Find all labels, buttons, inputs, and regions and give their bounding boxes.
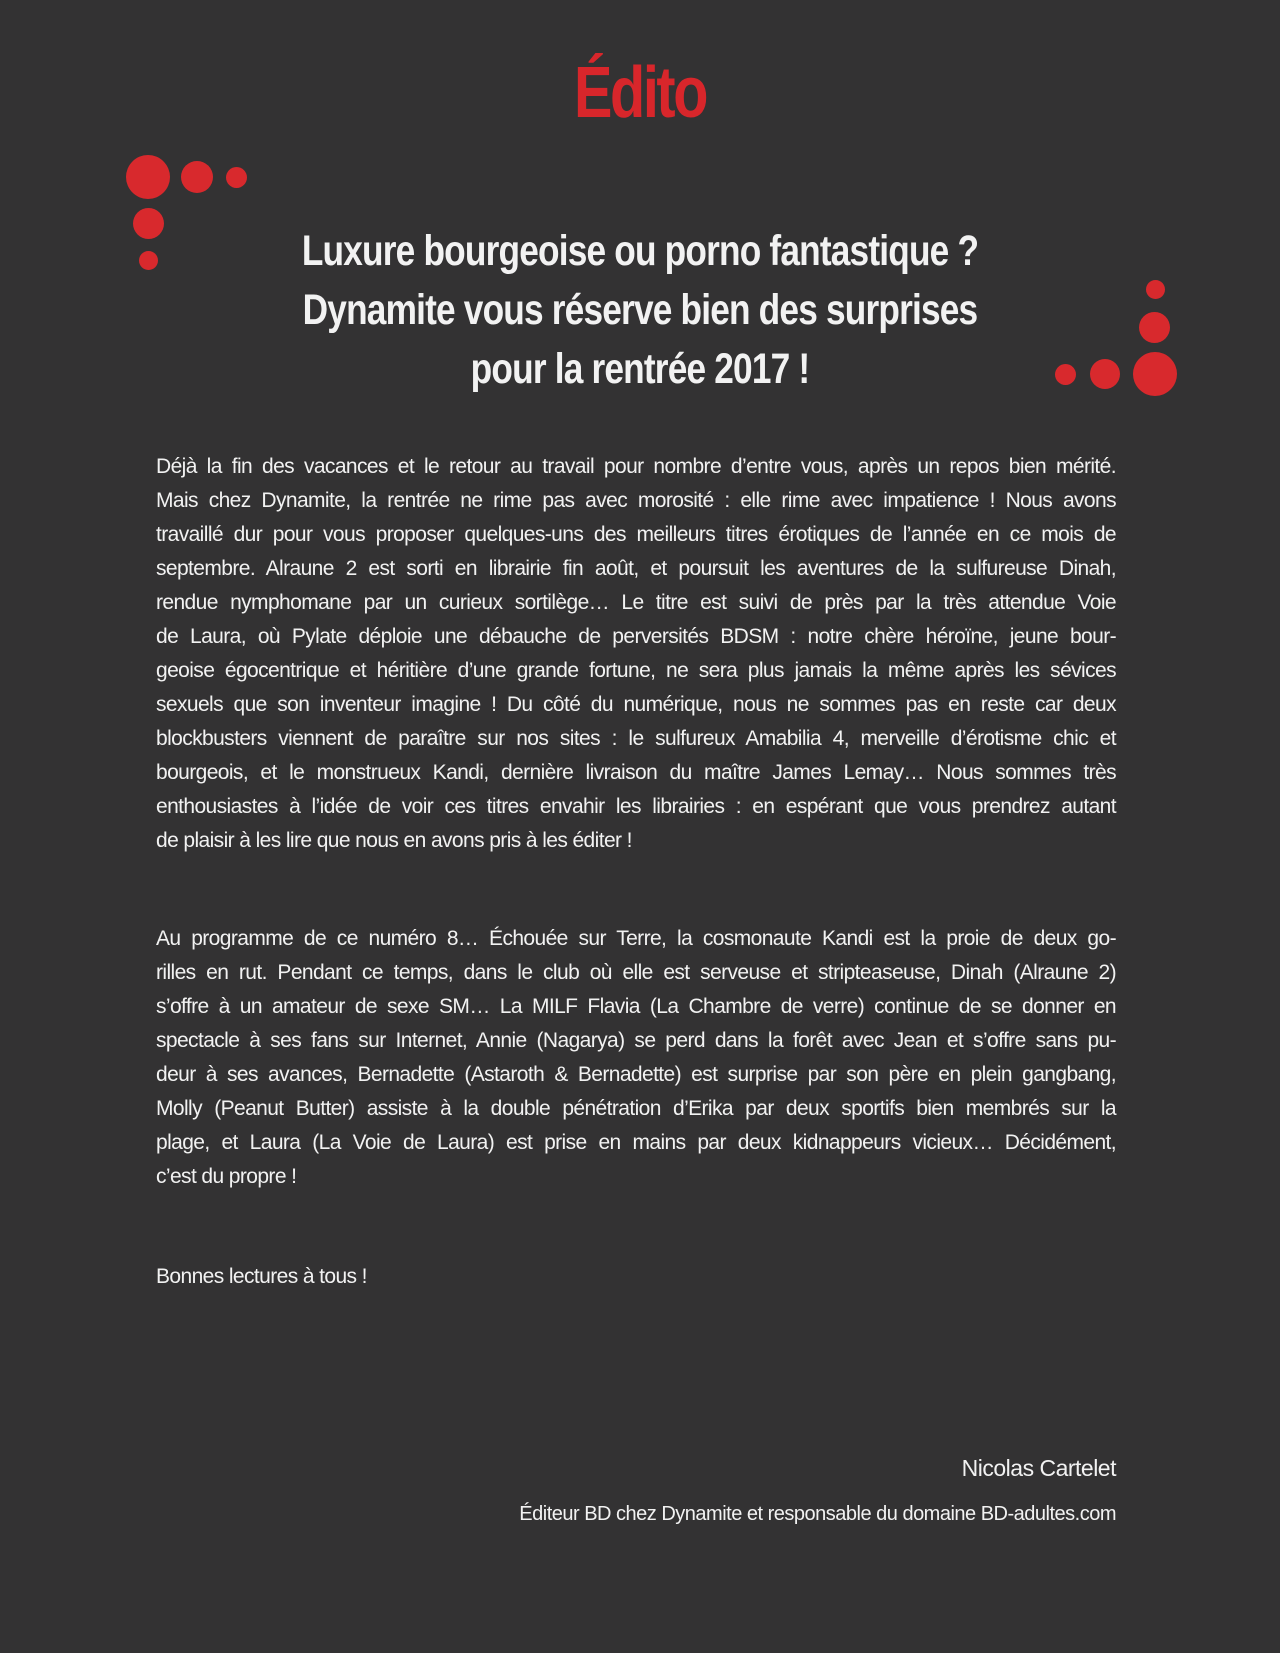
text-line: c’est du propre !	[156, 1165, 297, 1188]
text-line: Déjà la fin des vacances et le retour au travail pour nombre d’entre vous, après un repos bien mérité.	[156, 455, 1116, 478]
text-line: travaillé dur pour vous proposer quelques-uns des meilleurs titres érotiques de l’année en ce mois de	[156, 523, 1116, 546]
text-line: Bonnes lectures à tous !	[156, 1265, 367, 1288]
text-line: de Laura, où Pylate déploie une débauche de perversités BDSM : notre chère héroïne, jeune bour-	[156, 625, 1116, 648]
signature-role: Éditeur BD chez Dynamite et responsable du domaine BD-adultes.com	[519, 1503, 1116, 1525]
paragraph-closing	[156, 1260, 1116, 1294]
text-line: bourgeois, et le monstrueux Kandi, dernière livraison du maître James Lemay… Nous sommes très	[156, 761, 1116, 784]
headline-line: Dynamite vous réserve bien des surprises	[302, 286, 978, 334]
text-line: s’offre à un amateur de sexe SM… La MILF Flavia (La Chambre de verre) continue de se donner en	[156, 995, 1116, 1018]
text-line: geoise égocentrique et héritière d’une grande fortune, ne sera plus jamais la même après les sévices	[156, 659, 1116, 682]
text-line: enthousiastes à l’idée de voir ces titres envahir les librairies : en espérant que vous prendrez autant	[156, 795, 1116, 818]
headline-line: Luxure bourgeoise ou porno fantastique ?	[301, 227, 979, 275]
text-line: rilles en rut. Pendant ce temps, dans le club où elle est serveuse et stripteaseuse, Dinah (Alraune 2)	[156, 961, 1116, 984]
paragraph-intro	[156, 450, 1116, 858]
text-line: Molly (Peanut Butter) assiste à la double pénétration d’Erika par deux sportifs bien membrés sur la	[156, 1097, 1116, 1120]
text-line: de plaisir à les lire que nous en avons pris à les éditer !	[156, 829, 632, 852]
text-line: rendue nymphomane par un curieux sortilège… Le titre est suivi de près par la très attendue Voie	[156, 591, 1116, 614]
dot-icon	[181, 161, 213, 193]
text-line: deur à ses avances, Bernadette (Astaroth & Bernadette) est surprise par son père en plein gangbang,	[156, 1063, 1116, 1086]
text-line: septembre. Alraune 2 est sorti en librairie fin août, et poursuit les aventures de la sulfureuse Dinah,	[156, 557, 1116, 580]
text-line: plage, et Laura (La Voie de Laura) est prise en mains par deux kidnappeurs vicieux… Décidément,	[156, 1131, 1116, 1154]
signature-name: Nicolas Cartelet	[961, 1455, 1116, 1481]
dot-icon	[226, 167, 247, 188]
text-line: blockbusters viennent de paraître sur nos sites : le sulfureux Amabilia 4, merveille d’érotisme chic et	[156, 727, 1116, 750]
text-line: Mais chez Dynamite, la rentrée ne rime pas avec morosité : elle rime avec impatience ! Nous avons	[156, 489, 1116, 512]
page-title: Édito	[574, 53, 706, 133]
headline	[0, 222, 1280, 399]
text-line: spectacle à ses fans sur Internet, Annie (Nagarya) se perd dans la forêt avec Jean et s’offre sans pu-	[156, 1029, 1116, 1052]
text-line: Au programme de ce numéro 8… Échouée sur Terre, la cosmonaute Kandi est la proie de deux go-	[156, 927, 1116, 950]
headline-line: pour la rentrée 2017 !	[470, 345, 810, 393]
paragraph-programme	[156, 922, 1116, 1194]
text-line: sexuels que son inventeur imagine ! Du côté du numérique, nous ne sommes pas en reste car deux	[156, 693, 1116, 716]
dot-icon	[126, 155, 170, 199]
